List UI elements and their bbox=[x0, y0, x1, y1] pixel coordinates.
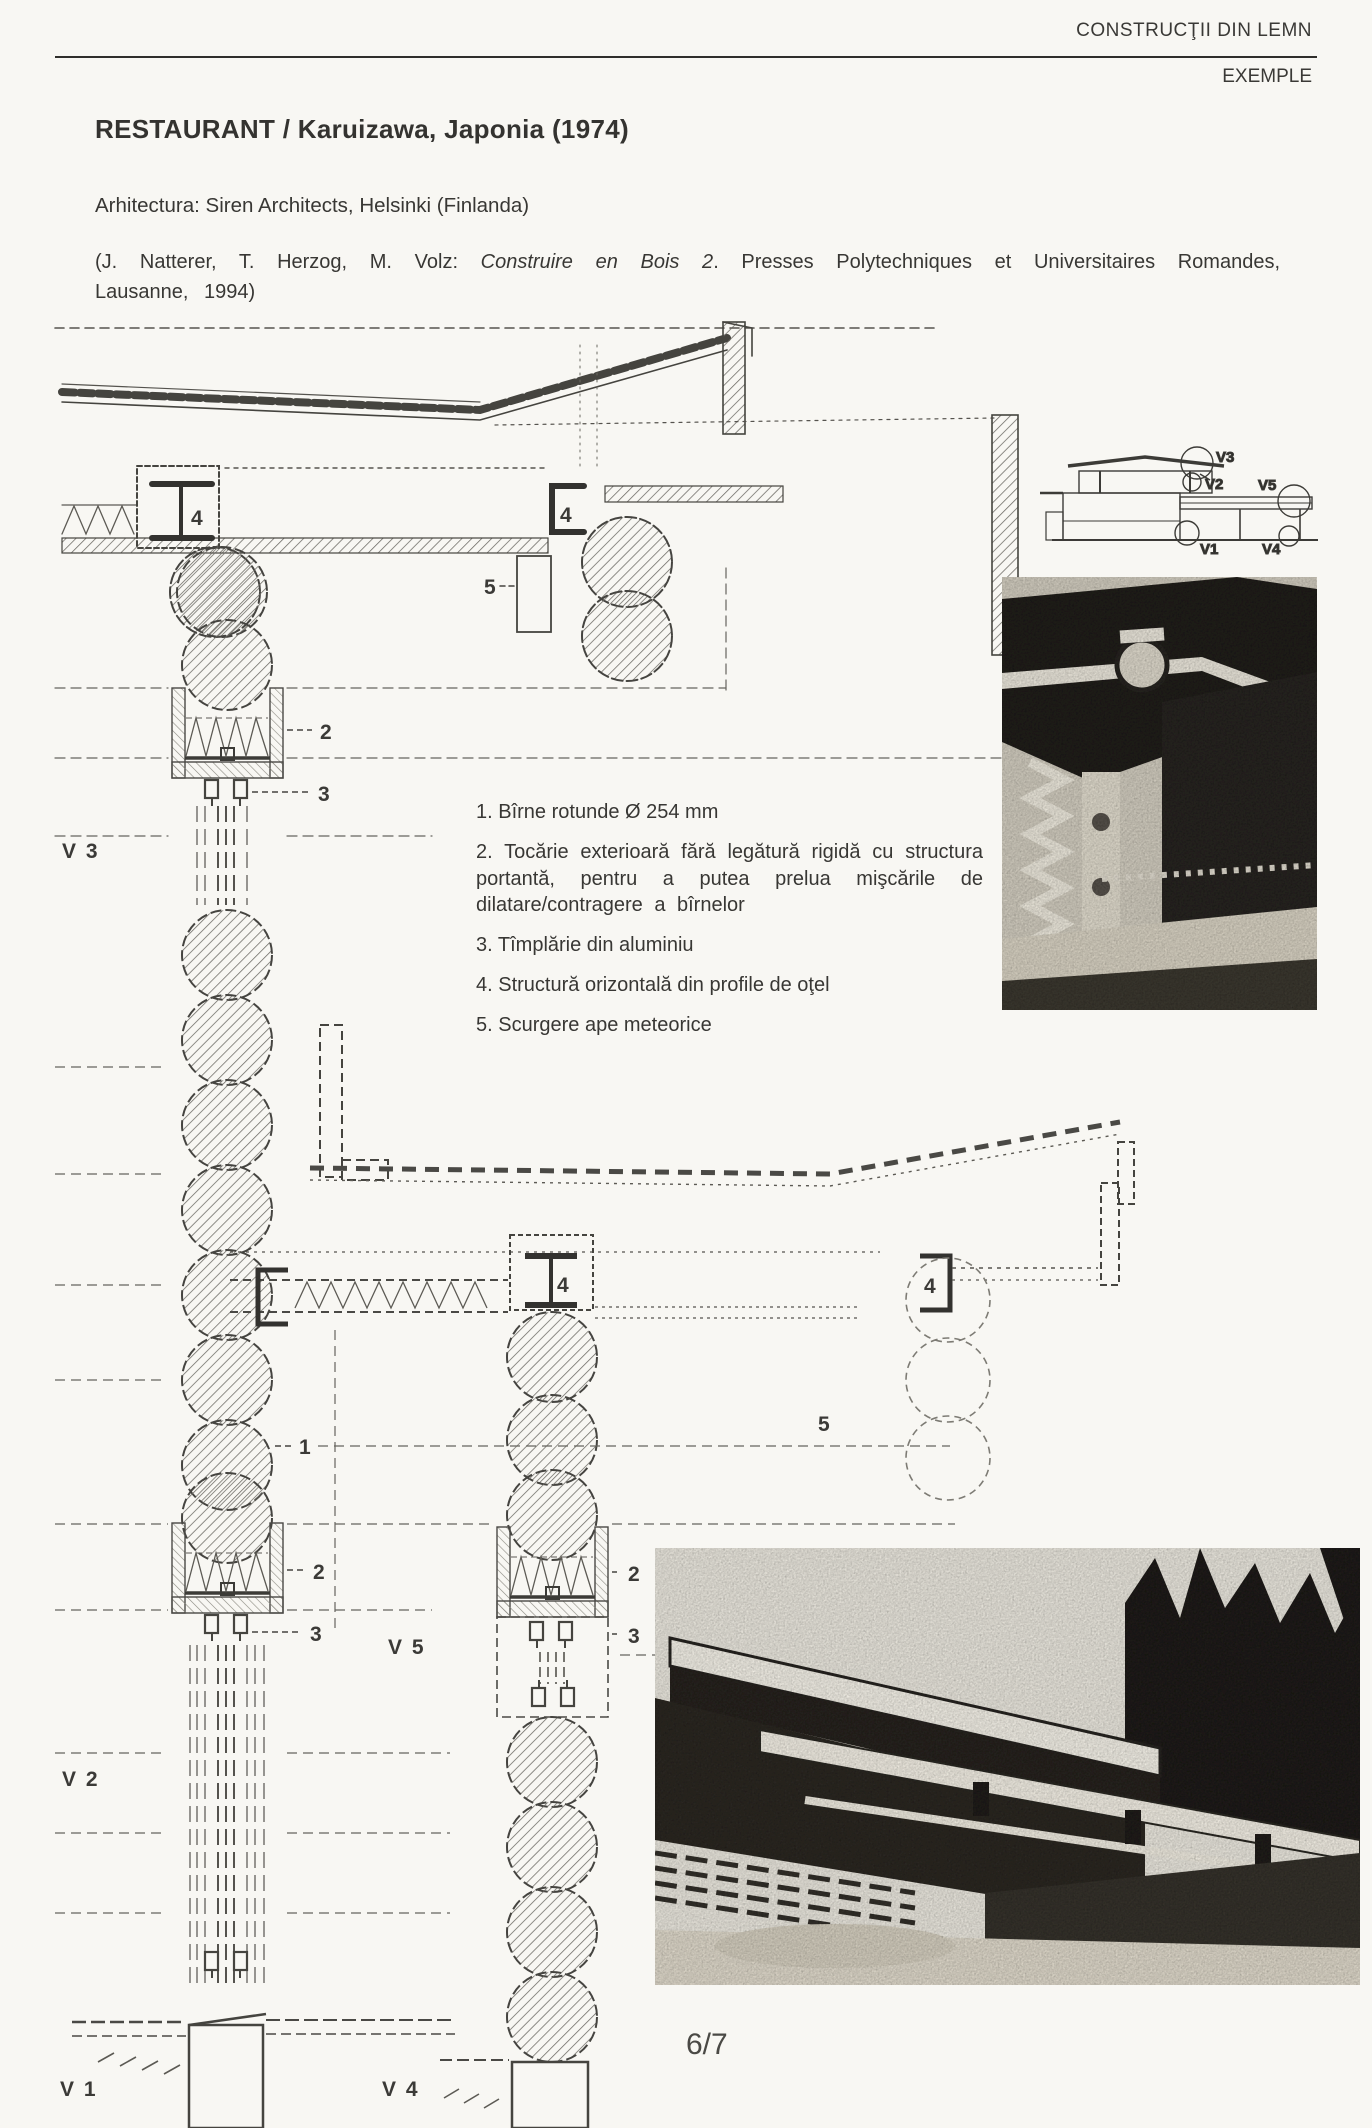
keyplan-v2-label: V2 bbox=[1205, 476, 1224, 493]
legend-item-5: 5. Scurgere ape meteorice bbox=[476, 1013, 712, 1036]
callout-4-mid-right: 4 bbox=[924, 1275, 936, 1298]
view-label-v4: V 4 bbox=[382, 2078, 420, 2101]
callout-4-mid-left: 4 bbox=[557, 1274, 569, 1297]
keyplan-v4-label: V4 bbox=[1262, 541, 1281, 558]
photo-building-exterior bbox=[655, 1548, 1360, 1985]
callout-3-v2: 3 bbox=[310, 1623, 322, 1646]
legend-item-4: 4. Structură orizontală din profile de oţel bbox=[476, 973, 830, 996]
legend-item-2: 2. Tocărie exterioară fără legătură rigidă cu structura portantă, pentru a putea prelua mişcările de dilatare/contragere a bîrnelor bbox=[476, 840, 983, 917]
view-label-v5: V 5 bbox=[388, 1636, 426, 1659]
view-label-v1: V 1 bbox=[60, 2078, 98, 2101]
keyplan-v1-label: V1 bbox=[1200, 541, 1219, 558]
reference-book-title: Construire en Bois 2 bbox=[480, 251, 714, 273]
callout-3-v5: 3 bbox=[628, 1625, 640, 1648]
page-number: 6/7 bbox=[686, 2028, 728, 2061]
legend-item-3: 3. Tîmplărie din aluminiu bbox=[476, 934, 694, 957]
view-label-v3: V 3 bbox=[62, 840, 100, 863]
architect-line: Arhitectura: Siren Architects, Helsinki (Finlanda) bbox=[95, 194, 530, 217]
header-section-label: EXEMPLE bbox=[1222, 66, 1312, 87]
reference-suffix: . Presses Polytechniques et Universitaires Romandes, Lausanne, 1994) bbox=[95, 251, 1281, 303]
callout-2-v2: 2 bbox=[313, 1561, 325, 1584]
callout-5-top: 5 bbox=[484, 576, 496, 599]
callout-3-v3: 3 bbox=[318, 783, 330, 806]
middle-section-drawing bbox=[55, 910, 1134, 1630]
header-course-title: CONSTRUCŢII DIN LEMN bbox=[1076, 20, 1312, 41]
photo-building-corner bbox=[1002, 577, 1317, 1010]
callout-4-top-left: 4 bbox=[191, 507, 203, 530]
callout-4-top-right: 4 bbox=[560, 504, 572, 527]
view-label-v2: V 2 bbox=[62, 1768, 100, 1791]
legend-item-1: 1. Bîrne rotunde Ø 254 mm bbox=[476, 801, 719, 823]
callout-5-mid: 5 bbox=[818, 1413, 830, 1436]
callout-2-v3: 2 bbox=[320, 721, 332, 744]
reference-prefix: (J. Natterer, T. Herzog, M. Volz: bbox=[95, 251, 481, 273]
callout-1-v2: 1 bbox=[299, 1436, 311, 1459]
page-title: RESTAURANT / Karuizawa, Japonia (1974) bbox=[95, 114, 629, 144]
keyplan-v3-label: V3 bbox=[1216, 449, 1235, 466]
callout-2-v5: 2 bbox=[628, 1563, 640, 1586]
keyplan-v5-label: V5 bbox=[1258, 477, 1277, 494]
key-plan-diagram bbox=[1040, 447, 1318, 558]
detail-v3-drawing bbox=[62, 547, 332, 905]
